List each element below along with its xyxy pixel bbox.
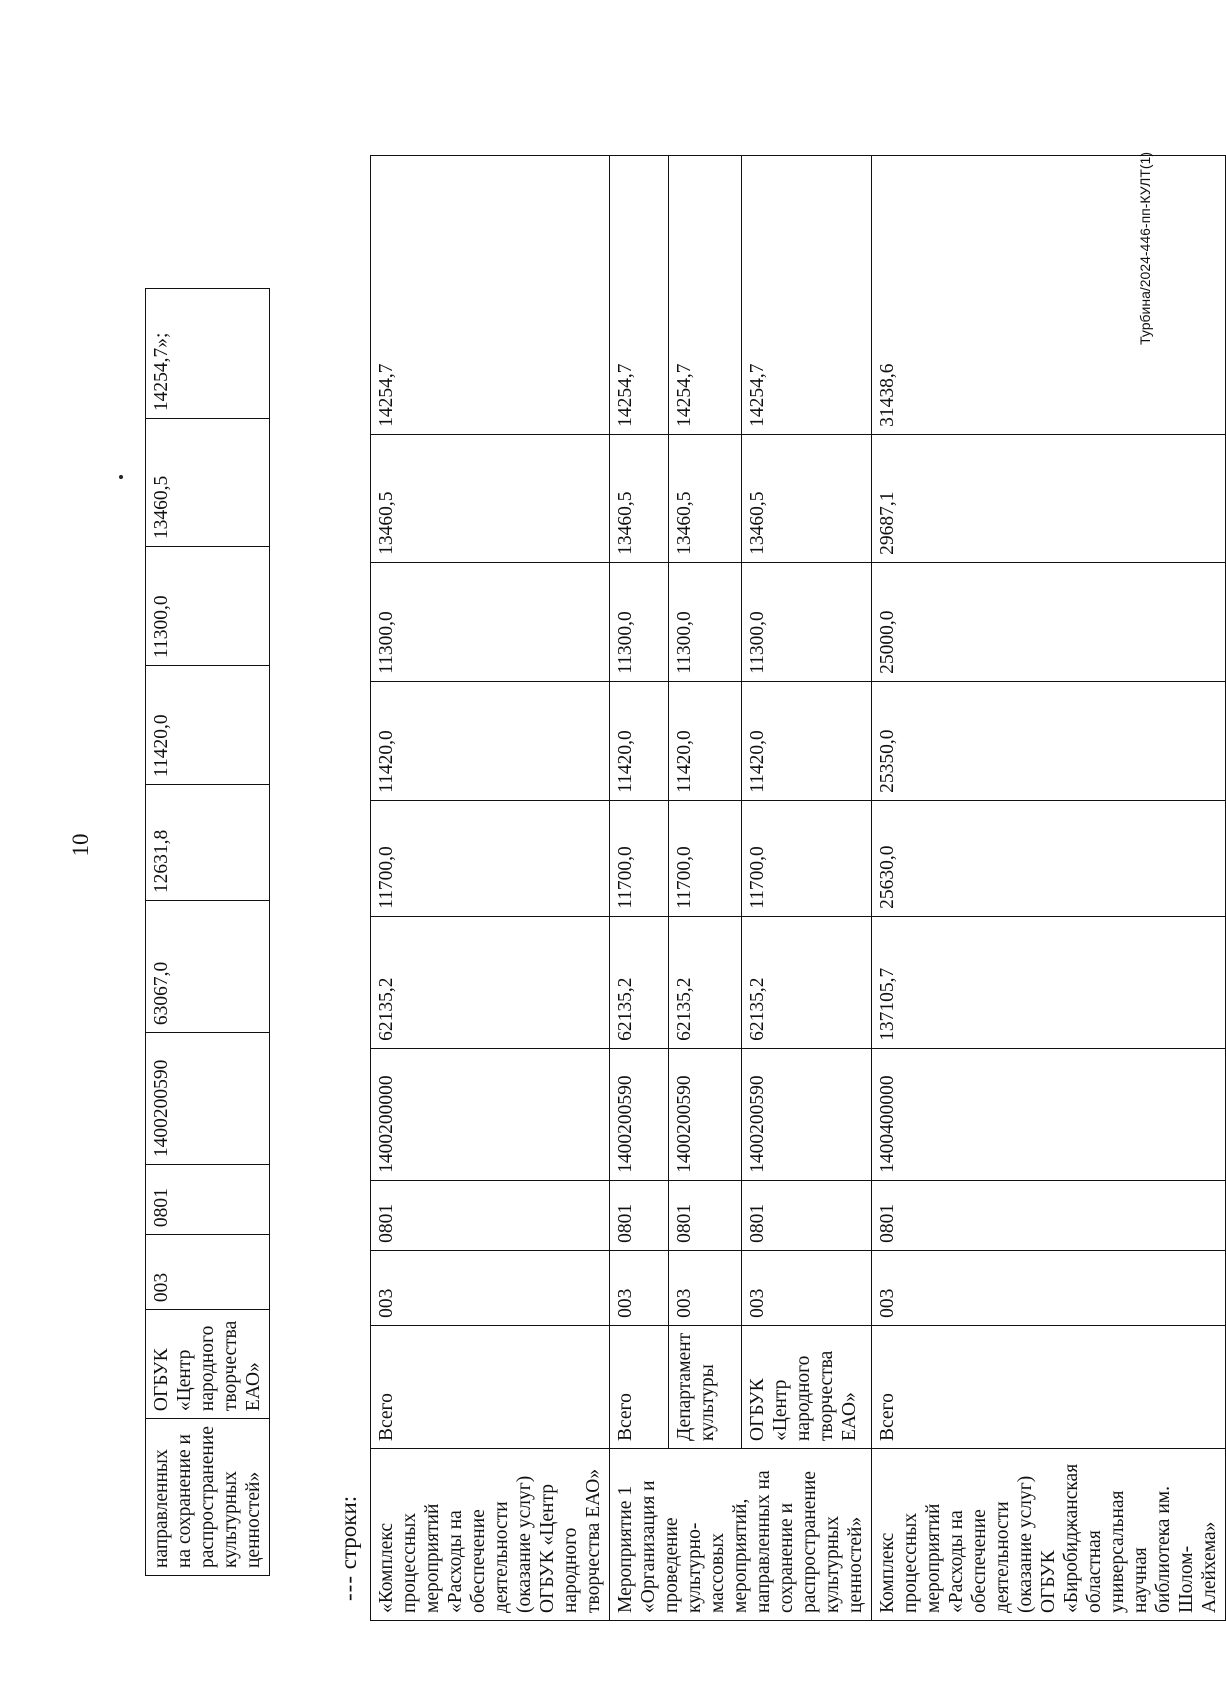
table-cell: 1400200590 (146, 1033, 270, 1165)
table-cell: 11420,0 (146, 666, 270, 785)
table-cell: Мероприятие 1 «Организация и проведение культурно-массовых мероприятий, направленных на сохранение и распространение культурных ценностей» (610, 1449, 872, 1621)
table-cell: 63067,0 (146, 901, 270, 1033)
top-table (145, 288, 270, 1576)
table-cell: Всего (872, 1325, 1226, 1448)
table-cell: 62135,2 (742, 916, 872, 1048)
rows-label (336, 1496, 362, 1601)
table-cell: 003 (371, 1250, 610, 1325)
main-table (370, 155, 1226, 1621)
table-cell: 1400400000 (872, 1048, 1226, 1180)
table-row (668, 155, 741, 1620)
table-cell: 25000,0 (872, 562, 1226, 681)
rows-label-dashes: --- (336, 1575, 361, 1601)
table-cell: 1400200590 (610, 1048, 669, 1180)
page-number: 10 (68, 833, 93, 857)
table-cell: Всего (610, 1325, 669, 1448)
table-cell: Комплекс процессных мероприятий «Расходы на обеспечение деятельности (оказание услуг) ОГБУК «Биробиджанская областная универсальная научная библиотека им. Шолом-Алейхема» (872, 1449, 1226, 1621)
table-cell: 11420,0 (668, 681, 741, 800)
table-row (610, 155, 669, 1620)
table-row (742, 155, 872, 1620)
table-cell: 13460,5 (668, 434, 741, 562)
table-cell: 003 (742, 1250, 872, 1325)
table-cell: 13460,5 (146, 419, 270, 547)
table-cell: 11420,0 (742, 681, 872, 800)
rows-label-text: строки: (336, 1495, 361, 1570)
table-cell: «Комплекс процессных мероприятий «Расходы на обеспечение деятельности (оказание услуг) ОГБУК «Центр народного творчества ЕАО» (371, 1449, 610, 1621)
table-cell: Всего (371, 1325, 610, 1448)
stray-mark (119, 475, 123, 479)
table-cell: 12631,8 (146, 785, 270, 901)
table-cell: 14254,7»; (146, 289, 270, 419)
table-cell: Департамент культуры (668, 1325, 741, 1448)
table-cell: 13460,5 (610, 434, 669, 562)
table-cell: 11420,0 (610, 681, 669, 800)
table-cell: 11700,0 (668, 800, 741, 916)
table-cell: 29687,1 (872, 434, 1226, 562)
table-row (371, 155, 610, 1620)
table-cell: 0801 (610, 1180, 669, 1250)
table-cell: 0801 (146, 1165, 270, 1235)
table-cell: 1400200590 (742, 1048, 872, 1180)
table-cell: 11700,0 (371, 800, 610, 916)
table-cell: 11420,0 (371, 681, 610, 800)
table-cell: ОГБУК «Центр народного творчества ЕАО» (742, 1325, 872, 1448)
table-cell: 25350,0 (872, 681, 1226, 800)
table-cell: 13460,5 (742, 434, 872, 562)
table-cell: 137105,7 (872, 916, 1226, 1048)
table-cell: 25630,0 (872, 800, 1226, 916)
table-cell: 11300,0 (146, 547, 270, 666)
table-cell: 31438,6 (872, 155, 1226, 434)
document-code: Турбина/2024-446-пп-КУЛТ(1) (1137, 152, 1153, 345)
table-cell: 62135,2 (668, 916, 741, 1048)
table-row (146, 289, 270, 1576)
table-cell: 003 (610, 1250, 669, 1325)
table-cell: 003 (146, 1235, 270, 1310)
table-cell: 0801 (371, 1180, 610, 1250)
table-cell: 62135,2 (610, 916, 669, 1048)
table-cell: 13460,5 (371, 434, 610, 562)
table-cell: 0801 (742, 1180, 872, 1250)
table-cell: 1400200590 (668, 1048, 741, 1180)
table-cell: 11700,0 (610, 800, 669, 916)
table-cell: 11300,0 (742, 562, 872, 681)
table-cell: 0801 (668, 1180, 741, 1250)
table-cell: 11300,0 (668, 562, 741, 681)
table-cell: ОГБУК «Центр народного творчества ЕАО» (146, 1310, 270, 1419)
table-cell: 003 (872, 1250, 1226, 1325)
table-cell: 14254,7 (610, 155, 669, 434)
table-cell: направленных на сохранение и распространение культурных ценностей» (146, 1419, 270, 1576)
table-cell: 11700,0 (742, 800, 872, 916)
table-cell: 62135,2 (371, 916, 610, 1048)
table-cell: 14254,7 (371, 155, 610, 434)
table-cell: 11300,0 (610, 562, 669, 681)
table-cell: 0801 (872, 1180, 1226, 1250)
table-cell: 1400200000 (371, 1048, 610, 1180)
table-cell: 11300,0 (371, 562, 610, 681)
table-cell: 003 (668, 1250, 741, 1325)
table-cell: 14254,7 (742, 155, 872, 434)
table-cell: 14254,7 (668, 155, 741, 434)
table-row (872, 155, 1226, 1620)
